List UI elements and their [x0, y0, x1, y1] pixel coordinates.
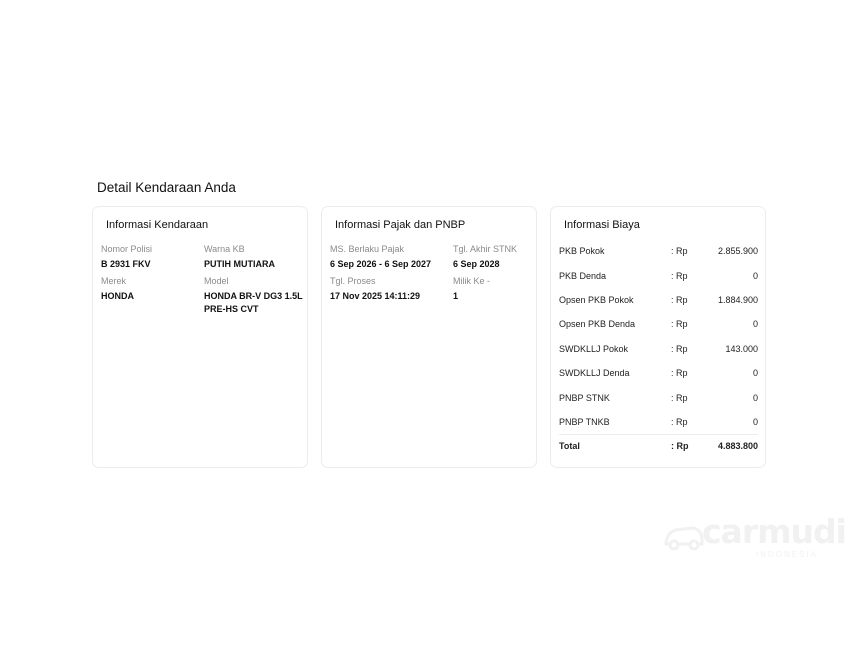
- cost-row-value: 0: [752, 368, 758, 378]
- cost-row-label: Opsen PKB Pokok: [559, 295, 634, 305]
- cost-row-currency: : Rp: [671, 271, 688, 281]
- tax-validity-label: MS. Berlaku Pajak: [330, 244, 405, 254]
- brand-label: Merek: [101, 276, 127, 286]
- tax-info-title: Informasi Pajak dan PNBP: [335, 219, 466, 231]
- tax-validity-value: 6 Sep 2026 - 6 Sep 2027: [330, 259, 432, 269]
- owner-value: 1: [453, 291, 459, 301]
- process-date-value: 17 Nov 2025 14:11:29: [330, 291, 421, 301]
- cost-row-currency: : Rp: [671, 368, 688, 378]
- owner-label: Milik Ke -: [453, 276, 491, 286]
- watermark-sub: INDONESIA: [756, 550, 819, 559]
- cost-row: [559, 244, 758, 258]
- section-title: Detail Kendaraan Anda: [97, 180, 236, 195]
- plate-value: B 2931 FKV: [101, 259, 151, 269]
- color-label: Warna KB: [204, 244, 245, 254]
- cost-row-label: PKB Pokok: [559, 246, 605, 256]
- cost-row-value: 0: [752, 271, 758, 281]
- plate-label: Nomor Polisi: [101, 244, 153, 254]
- model-field: [204, 275, 304, 315]
- cost-row: [559, 293, 758, 307]
- stnk-end-label: Tgl. Akhir STNK: [453, 244, 518, 254]
- cost-row: [559, 317, 758, 331]
- watermark-logo: [664, 510, 844, 562]
- cost-row-label: PKB Denda: [559, 271, 607, 281]
- cost-row-value: 0: [752, 393, 758, 403]
- cost-row-value: 2.855.900: [717, 246, 758, 256]
- stnk-end-value: 6 Sep 2028: [453, 259, 500, 269]
- vehicle-info-card: [92, 206, 308, 468]
- cost-total-value: 4.883.800: [717, 441, 758, 451]
- model-label: Model: [204, 276, 229, 286]
- cost-row: [559, 342, 758, 356]
- cost-row-currency: : Rp: [671, 295, 688, 305]
- cost-row-currency: : Rp: [671, 344, 688, 354]
- vehicle-info-title: Informasi Kendaraan: [106, 219, 209, 231]
- cost-row: [559, 366, 758, 380]
- cost-row-currency: : Rp: [671, 246, 688, 256]
- cost-total-row: [559, 439, 758, 453]
- process-date-field: [330, 275, 450, 303]
- tax-info-card: [321, 206, 537, 468]
- cost-row: [559, 391, 758, 405]
- brand-value: HONDA: [101, 291, 134, 301]
- process-date-label: Tgl. Proses: [330, 276, 376, 286]
- car-icon: [664, 516, 704, 552]
- tax-validity-field: [330, 243, 450, 271]
- cost-info-card: [550, 206, 766, 468]
- cost-row-currency: : Rp: [671, 393, 688, 403]
- cost-total-currency: : Rp: [671, 441, 689, 451]
- cost-row-value: 1.884.900: [717, 295, 758, 305]
- cost-row-value: 143.000: [725, 344, 758, 354]
- cost-row: [559, 269, 758, 283]
- cost-row-label: SWDKLLJ Pokok: [559, 344, 629, 354]
- watermark-brand: carmudi: [702, 512, 846, 551]
- color-field: [204, 243, 304, 271]
- plate-field: [101, 243, 211, 271]
- cost-row-label: PNBP STNK: [559, 393, 610, 403]
- model-value: HONDA BR-V DG3 1.5L PRE-HS CVT: [204, 291, 303, 314]
- color-value: PUTIH MUTIARA: [204, 259, 275, 269]
- cost-total-label: Total: [559, 441, 580, 451]
- cost-row-label: PNBP TNKB: [559, 417, 610, 427]
- cost-row-currency: : Rp: [671, 417, 688, 427]
- cost-row-label: Opsen PKB Denda: [559, 319, 636, 329]
- owner-field: [453, 275, 533, 303]
- cost-row-label: SWDKLLJ Denda: [559, 368, 630, 378]
- cost-divider: [559, 434, 758, 435]
- cost-row-value: 0: [752, 417, 758, 427]
- cost-row-currency: : Rp: [671, 319, 688, 329]
- cost-row: [559, 415, 758, 429]
- brand-field: [101, 275, 211, 303]
- cost-row-value: 0: [752, 319, 758, 329]
- cost-info-title: Informasi Biaya: [564, 219, 640, 231]
- stnk-end-field: [453, 243, 533, 271]
